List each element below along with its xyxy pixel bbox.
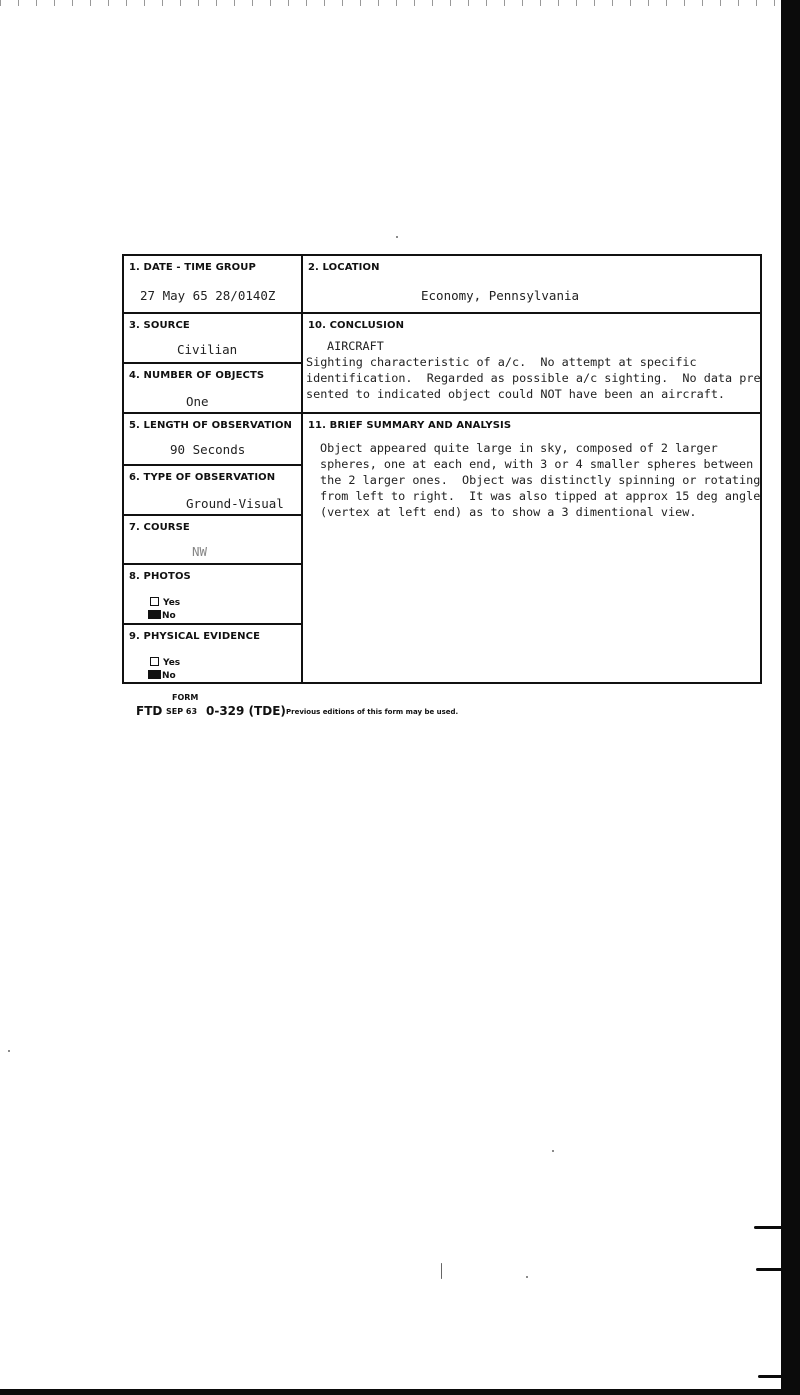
footer-date-code: SEP 63	[166, 707, 198, 716]
scan-bottom-edge	[0, 1389, 800, 1395]
location-value: Economy, Pennsylvania	[421, 288, 580, 303]
physical-evidence-yes-label: Yes	[163, 658, 181, 668]
course-cell	[124, 516, 301, 563]
checkbox-checked-icon	[148, 610, 161, 619]
summary-line: spheres, one at each end, with 3 or 4 smaller spheres between	[320, 457, 754, 471]
date-time-group-label: 1. DATE - TIME GROUP	[129, 262, 256, 273]
scan-speck	[552, 1150, 554, 1152]
conclusion-cell	[303, 314, 760, 412]
conclusion-label: 10. CONCLUSION	[308, 320, 405, 331]
physical-evidence-label: 9. PHYSICAL EVIDENCE	[129, 631, 260, 642]
number-of-objects-label: 4. NUMBER OF OBJECTS	[129, 370, 265, 381]
physical-evidence-no-option[interactable]	[148, 670, 176, 681]
source-cell	[124, 314, 301, 362]
type-of-observation-value: Ground-Visual	[186, 496, 284, 511]
conclusion-heading: AIRCRAFT	[327, 339, 384, 353]
type-of-observation-label: 6. TYPE OF OBSERVATION	[129, 472, 276, 483]
photos-no-label: No	[162, 611, 176, 621]
summary-line: from left to right. It was also tipped at approx 15 deg angle	[320, 489, 761, 503]
date-time-group-cell	[124, 256, 301, 312]
footer-form-word: FORM	[172, 693, 199, 702]
length-of-observation-label: 5. LENGTH OF OBSERVATION	[129, 420, 293, 431]
conclusion-line: identification. Regarded as possible a/c sighting. No data pre	[306, 371, 761, 385]
checkbox-empty-icon	[150, 657, 159, 666]
source-value: Civilian	[177, 342, 238, 357]
conclusion-line: Sighting characteristic of a/c. No attempt at specific	[306, 355, 697, 369]
scan-edge-mark	[754, 1226, 786, 1229]
physical-evidence-yes-option[interactable]	[150, 657, 180, 668]
source-label: 3. SOURCE	[129, 320, 190, 331]
number-of-objects-value: One	[186, 394, 209, 409]
length-of-observation-value: 90 Seconds	[170, 442, 246, 457]
summary-line: the 2 larger ones. Object was distinctly spinning or rotating	[320, 473, 761, 487]
scan-speck	[8, 1050, 10, 1052]
photos-yes-option[interactable]	[150, 597, 180, 608]
scan-edge-mark	[758, 1375, 786, 1378]
photos-label: 8. PHOTOS	[129, 571, 191, 582]
number-of-objects-cell	[124, 364, 301, 412]
scan-right-edge	[781, 0, 800, 1395]
scan-speck	[396, 236, 398, 238]
type-of-observation-cell	[124, 466, 301, 514]
summary-cell	[303, 414, 760, 682]
photos-cell	[124, 565, 301, 623]
physical-evidence-no-label: No	[162, 671, 176, 681]
location-label: 2. LOCATION	[308, 262, 380, 273]
scan-top-marks	[0, 0, 780, 6]
conclusion-line: sented to indicated object could NOT have been an aircraft.	[306, 387, 726, 401]
footer-agency: FTD	[136, 704, 163, 718]
scan-speck	[526, 1276, 528, 1278]
date-time-group-value: 27 May 65 28/0140Z	[140, 288, 276, 303]
summary-line: (vertex at left end) as to show a 3 dimentional view.	[320, 505, 697, 519]
course-value: NW	[192, 544, 208, 559]
photos-yes-label: Yes	[163, 598, 181, 608]
sighting-report-form	[122, 254, 762, 684]
scan-speck	[441, 1263, 442, 1279]
checkbox-empty-icon	[150, 597, 159, 606]
footer-form-number: 0-329 (TDE)	[206, 704, 286, 718]
course-label: 7. COURSE	[129, 522, 190, 533]
length-of-observation-cell	[124, 414, 301, 464]
checkbox-checked-icon	[148, 670, 161, 679]
summary-label: 11. BRIEF SUMMARY AND ANALYSIS	[308, 420, 512, 431]
physical-evidence-cell	[124, 625, 301, 682]
summary-line: Object appeared quite large in sky, composed of 2 larger	[320, 441, 718, 455]
photos-no-option[interactable]	[148, 610, 176, 621]
footer-note: Previous editions of this form may be used.	[286, 708, 459, 716]
scan-edge-mark	[756, 1268, 786, 1271]
location-cell	[303, 256, 760, 312]
